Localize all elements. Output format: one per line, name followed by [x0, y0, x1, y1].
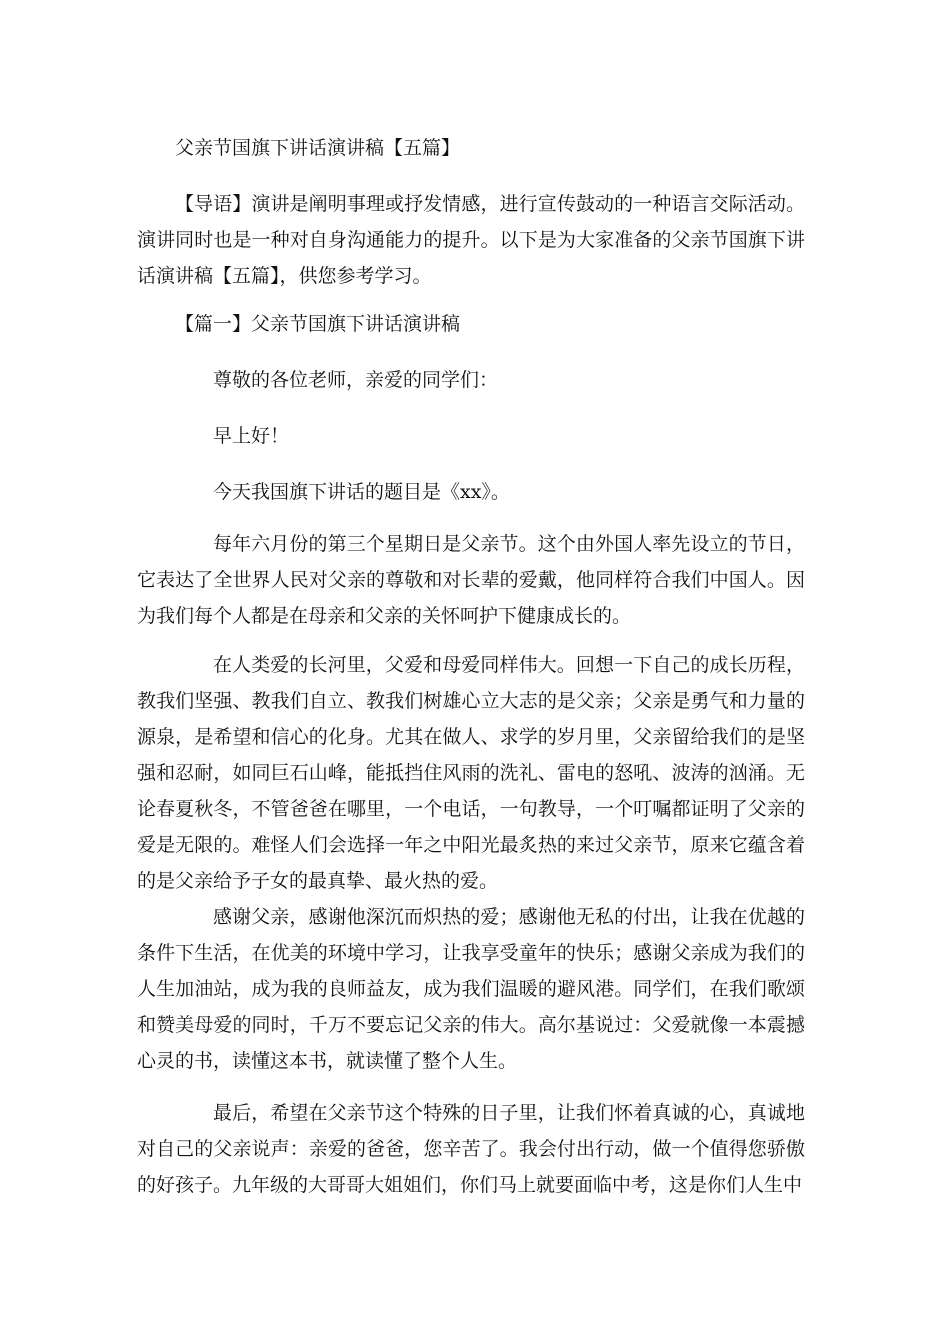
text-line: 话演讲稿【五篇】，供您参考学习。 [137, 265, 432, 287]
text-line: 心灵的书，读懂这本书，就读懂了整个人生。 [137, 1050, 518, 1072]
text-line: 源泉，是希望和信心的化身。尤其在做人、求学的岁月里，父亲留给我们的是坚 [137, 726, 805, 748]
text-line: 感谢父亲，感谢他深沉而炽热的爱；感谢他无私的付出，让我在优越的 [213, 906, 805, 928]
body-paragraph [137, 647, 805, 899]
text-line: 条件下生活，在优美的环境中学习，让我享受童年的快乐；感谢父亲成为我们的 [137, 942, 805, 964]
text-line: 早上好！ [213, 425, 290, 447]
text-line: 演讲同时也是一种对自身沟通能力的提升。以下是为大家准备的父亲节国旗下讲 [137, 229, 805, 251]
text-line: 和赞美母爱的同时，千万不要忘记父亲的伟大。高尔基说过：父爱就像一本震撼 [137, 1014, 805, 1036]
greeting [137, 418, 805, 454]
section-heading [137, 306, 805, 342]
text-line: 在人类爱的长河里，父爱和母爱同样伟大。回想一下自己的成长历程， [213, 654, 805, 676]
text-line: 的是父亲给予子女的最真挚、最火热的爱。 [137, 870, 499, 892]
text-line: 【导语】演讲是阐明事理或抒发情感，进行宣传鼓动的一种语言交际活动。 [175, 193, 805, 215]
text-line: 【篇一】父亲节国旗下讲话演讲稿 [175, 313, 461, 335]
text-line: 它表达了全世界人民对父亲的尊敬和对长辈的爱戴，他同样符合我们中国人。因 [137, 569, 805, 591]
text-line: 每年六月份的第三个星期日是父亲节。这个由外国人率先设立的节日， [213, 533, 805, 555]
body-paragraph [137, 1095, 805, 1203]
text-line: 为我们每个人都是在母亲和父亲的关怀呵护下健康成长的。 [137, 605, 632, 627]
text-line: 今天我国旗下讲话的题目是《xx》。 [213, 481, 510, 503]
text-line: 最后，希望在父亲节这个特殊的日子里，让我们怀着真诚的心，真诚地 [213, 1102, 805, 1124]
body-paragraph [137, 526, 805, 634]
text-line: 的好孩子。九年级的大哥哥大姐姐们，你们马上就要面临中考，这是你们人生中 [137, 1174, 803, 1196]
body-paragraph [137, 899, 805, 1079]
text-line: 强和忍耐，如同巨石山峰，能抵挡住风雨的洗礼、雷电的怒吼、波涛的汹涌。无 [137, 762, 805, 784]
intro-paragraph [137, 186, 805, 294]
text-line: 教我们坚强、教我们自立、教我们树雄心立大志的是父亲；父亲是勇气和力量的 [137, 690, 805, 712]
text-line: 论春夏秋冬，不管爸爸在哪里，一个电话，一句教导，一个叮嘱都证明了父亲的 [137, 798, 805, 820]
text-line: 爱是无限的。难怪人们会选择一年之中阳光最炙热的来过父亲节，原来它蕴含着 [137, 834, 805, 856]
text-line: 尊敬的各位老师，亲爱的同学们： [213, 369, 499, 391]
text-line: 人生加油站，成为我的良师益友，成为我们温暖的避风港。同学们，在我们歌颂 [137, 978, 805, 1000]
salutation [137, 362, 805, 398]
topic-line [137, 474, 805, 510]
text-line: 对自己的父亲说声：亲爱的爸爸，您辛苦了。我会付出行动，做一个值得您骄傲 [137, 1138, 805, 1160]
document-title: 父亲节国旗下讲话演讲稿【五篇】 [175, 137, 461, 159]
